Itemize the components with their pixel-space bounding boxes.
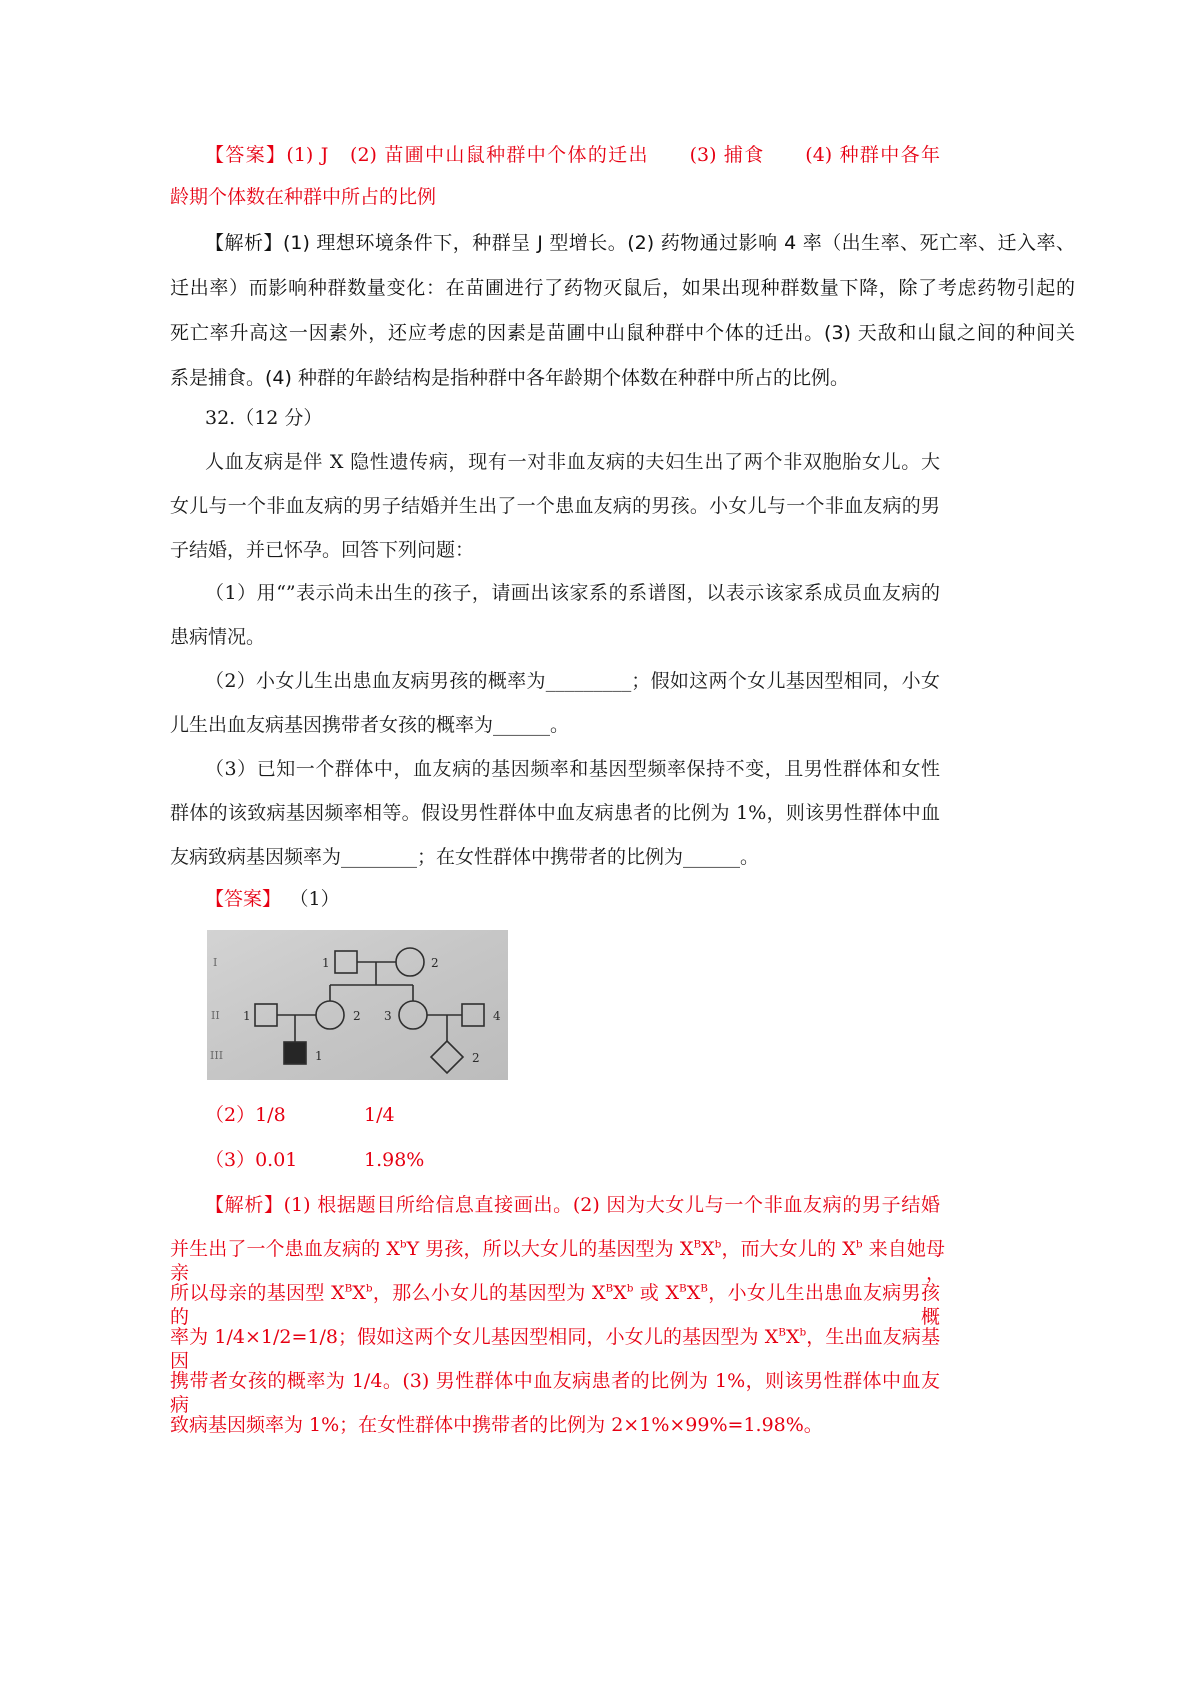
allele-superscript: B [700,1282,708,1295]
generation-label-iii: III [210,1049,224,1062]
q32-sub1-line-2: 患病情况。 [170,626,266,648]
q32-answer-part-3-a: （3）0.01 [205,1149,298,1171]
pedigree-figure [207,930,508,1080]
q32-answer-part-2-b: 1/4 [364,1104,395,1126]
text-segment: Y 男孩，所以大女儿的基因型为 [406,1238,680,1260]
chromosome-letter: X [331,1282,345,1304]
q32-sub2-line-1: （2）小女儿生出患血友病男孩的概率为_________；假如这两个女儿基因型相同，小女 [205,670,940,692]
individual-label-ii-2: 2 [353,1009,361,1023]
chromosome-letter: X [785,1326,800,1348]
allele-superscript: B [679,1282,687,1295]
allele-superscript: B [344,1282,353,1295]
genotype-allele [680,1238,701,1260]
q32-sub3-line-2: 群体的该致病基因频率相等。假设男性群体中血友病患者的比例为 1%，则该男性群体中血 [170,802,940,824]
q31-analysis-line-2: 迁出率）而影响种群数量变化：在苗圃进行了药物灭鼠后，如果出现种群数量下降，除了考虑药物引起的 [170,277,1075,299]
q32-stem-line-1: 人血友病是伴 X 隐性遗传病，现有一对非血友病的夫妇生出了两个非双胞胎女儿。大 [205,451,940,473]
genotype-allele [386,1238,406,1260]
chromosome-letter: X [352,1282,366,1304]
q32-sub3-line-3: 友病致病基因频率为________；在女性群体中携带者的比例为______。 [170,846,760,868]
text-segment: 携带者女孩的概率为 1/4。(3) 男性群体中血友病患者的比例为 1%，则该男性群体中血友病 [170,1370,940,1416]
text-segment: 或 [633,1282,666,1304]
allele-superscript: b [855,1238,863,1251]
genotype-allele [687,1282,708,1304]
affected-male-symbol-iii-1 [284,1042,306,1064]
q32-analysis-line-2 [170,1237,945,1285]
allele-superscript: B [778,1326,786,1339]
chromosome-letter: X [764,1326,779,1348]
allele-superscript: B [605,1282,614,1295]
individual-label-ii-3: 3 [384,1009,392,1023]
q32-analysis-line-5 [170,1369,940,1417]
text-segment: 所以母亲的基因型 [170,1282,332,1304]
text-segment: ，小女儿生出患血友病男孩的概 [170,1282,940,1328]
chromosome-letter: X [613,1282,627,1304]
genotype-allele [842,1238,862,1260]
q32-analysis-line-4 [170,1325,940,1373]
allele-superscript: b [365,1282,373,1295]
chromosome-letter: X [842,1238,856,1260]
q32-header: 32.（12 分） [205,407,323,429]
answer-label: 【答案】 [205,888,282,910]
q32-stem-line-3: 子结婚，并已怀孕。回答下列问题： [170,539,475,561]
allele-superscript: B [693,1238,702,1251]
text-segment: 来自她母亲， [170,1238,945,1284]
generation-label-i: I [213,956,218,969]
q31-analysis-line-1 [205,231,1075,255]
q31-answer-line-2: 龄期个体数在种群中所占的比例 [170,186,437,208]
chromosome-letter: X [665,1282,680,1304]
answer-label: 【答案】 [205,144,287,166]
q32-answer-part-3-b: 1.98% [364,1149,425,1171]
q32-stem-line-2: 女儿与一个非血友病的男子结婚并生出了一个患血友病的男孩。小女儿与一个非血友病的男 [170,495,940,517]
analysis-text [284,1194,940,1216]
q32-sub1-line-1: （1）用“”表示尚未出生的孩子，请画出该家系的系谱图，以表示该家系成员血友病的 [205,582,940,604]
q32-sub2-line-2: 儿生出血友病基因携带者女孩的概率为______。 [170,714,570,736]
q32-sub3-line-1: （3）已知一个群体中，血友病的基因频率和基因型频率保持不变，且男性群体和女性 [205,758,940,780]
chromosome-letter: X [679,1238,694,1260]
allele-superscript: b [799,1326,807,1339]
chromosome-letter: X [591,1282,606,1304]
text-segment: ，那么小女儿的基因型为 [372,1282,592,1304]
individual-label-iii-2: 2 [472,1051,480,1065]
q31-answer-line-1 [205,143,940,167]
chromosome-letter: X [701,1238,715,1260]
q32-analysis-line-3 [170,1281,940,1329]
q32-analysis-line-1 [205,1193,940,1217]
answer-part-1: （1） [299,888,340,910]
genotype-allele [765,1326,786,1348]
text-segment: 并生出了一个患血友病的 [170,1238,387,1260]
allele-superscript: b [714,1238,722,1251]
genotype-allele [352,1282,372,1304]
analysis-label: 【解析】 [205,232,283,254]
text-segment: 致病基因频率为 1%；在女性群体中携带者的比例为 2×1%×99%=1.98%。 [170,1414,823,1436]
individual-label-i-1: 1 [322,956,330,970]
allele-superscript: b [399,1238,407,1251]
q32-analysis-line-6 [170,1413,823,1437]
chromosome-letter: X [386,1238,400,1260]
genotype-allele [786,1326,806,1348]
answer-text: (1) J (2) 苗圃中山鼠种群中个体的迁出 (3) 捕食 (4) 种群中各年 [286,144,940,166]
q32-answer-part-2-a: （2）1/8 [205,1104,286,1126]
individual-label-iii-1: 1 [315,1049,323,1063]
genotype-allele [592,1282,613,1304]
generation-label-ii: II [211,1009,220,1022]
text-segment: (1) 根据题目所给信息直接画出。(2) 因为大女儿与一个非血友病的男子结婚 [283,1194,940,1216]
chromosome-letter: X [686,1282,701,1304]
genotype-allele [613,1282,633,1304]
text-segment: ，而大女儿的 [721,1238,843,1260]
genotype-allele [666,1282,687,1304]
text-segment: 率为 1/4×1/2=1/8；假如这两个女儿基因型相同，小女儿的基因型为 [170,1326,765,1348]
individual-label-ii-1: 1 [243,1009,251,1023]
analysis-label: 【解析】 [205,1194,284,1216]
genotype-allele [331,1282,352,1304]
q32-answer-line-1 [205,887,340,911]
analysis-text: (1) 理想环境条件下，种群呈 J 型增长。(2) 药物通过影响 4 率（出生率、死亡率、迁入率、 [282,232,1075,254]
individual-label-i-2: 2 [431,956,439,970]
allele-superscript: b [626,1282,634,1295]
q31-analysis-line-3: 死亡率升高这一因素外，还应考虑的因素是苗圃中山鼠种群中个体的迁出。(3) 天敌和山鼠之间的种间关 [170,322,1075,344]
genotype-allele [701,1238,721,1260]
individual-label-ii-4: 4 [493,1009,501,1023]
q31-analysis-line-4: 系是捕食。(4) 种群的年龄结构是指种群中各年龄期个体数在种群中所占的比例。 [170,367,849,389]
text-segment: ，生出血友病基因 [170,1326,940,1372]
